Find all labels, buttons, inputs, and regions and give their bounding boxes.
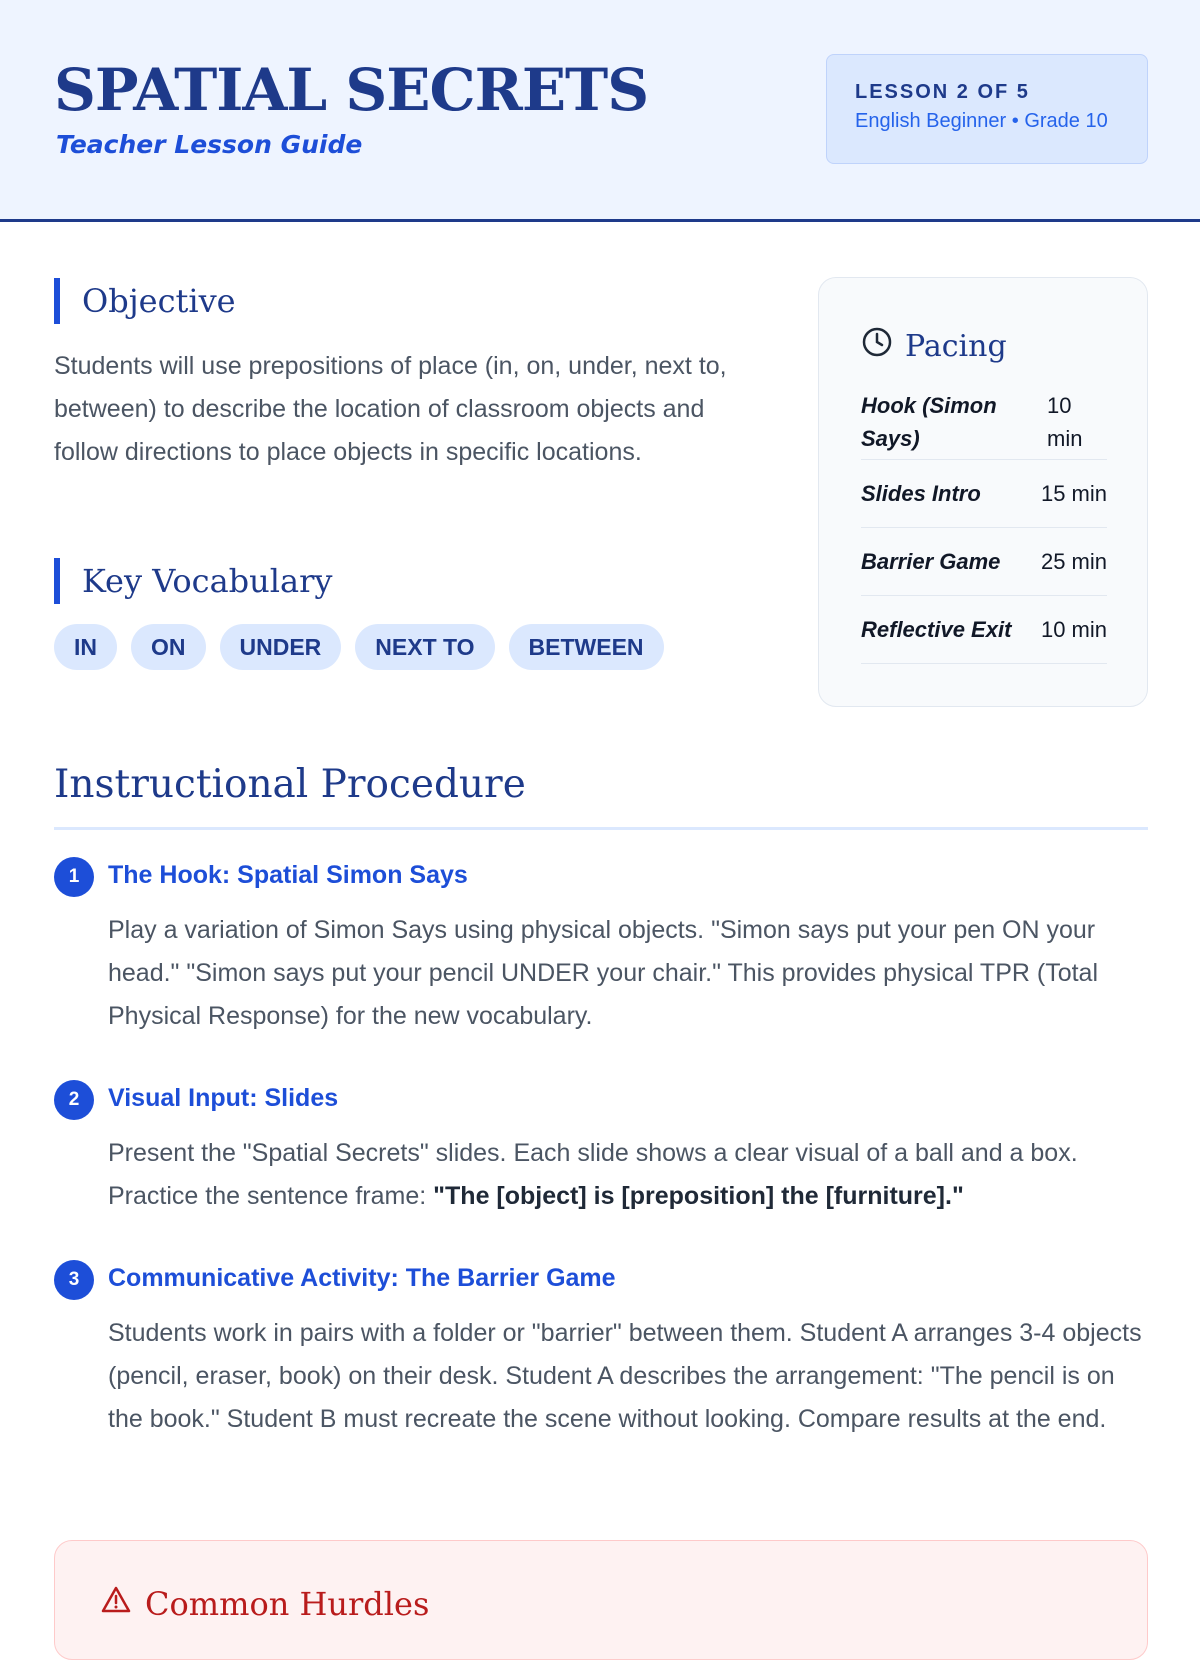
page-title: SPATIAL SECRETS [54, 56, 649, 124]
pacing-activity: Slides Intro [861, 480, 981, 506]
pacing-row [861, 384, 1107, 460]
vocab-pill: BETWEEN [509, 624, 664, 670]
vocab-pill: UNDER [220, 624, 342, 670]
step-number-badge: 3 [54, 1260, 94, 1300]
vocabulary-heading: Key Vocabulary [54, 558, 332, 604]
procedure-divider [54, 827, 1148, 830]
step-number-badge: 1 [54, 857, 94, 897]
pacing-row [861, 460, 1107, 528]
pacing-title: Pacing [905, 328, 1007, 364]
lesson-level: English Beginner • Grade 10 [855, 110, 1108, 132]
step-title: The Hook: Spatial Simon Says [108, 861, 468, 889]
hurdles-title: Common Hurdles [145, 1585, 430, 1623]
procedure-heading: Instructional Procedure [54, 762, 526, 807]
vocab-pill: NEXT TO [355, 624, 494, 670]
pacing-activity: Hook (Simon Says) [861, 392, 997, 451]
pacing-activity: Reflective Exit [861, 616, 1012, 642]
pacing-row [861, 596, 1107, 664]
lesson-badge [826, 54, 1148, 164]
pacing-time: 15 min [1040, 480, 1107, 506]
vocab-pill: ON [131, 624, 206, 670]
step-number-badge: 2 [54, 1080, 94, 1120]
objective-text: Students will use prepositions of place (in, on, under, next to, between) to describe the location of classroom objects and follow directions to place objects in specific locations. [54, 352, 727, 466]
hurdles-heading [101, 1585, 429, 1623]
vocab-pill: IN [54, 624, 117, 670]
warning-icon [101, 1585, 131, 1623]
page-subtitle: Teacher Lesson Guide [56, 130, 363, 159]
pacing-card [818, 277, 1148, 707]
pacing-activity: Barrier Game [861, 548, 1001, 574]
step-body-text: Present the "Spatial Secrets" slides. Each slide shows a clear visual of a ball and a box. Practice the sentence frame: [108, 1139, 1078, 1210]
pacing-heading [861, 326, 1007, 366]
pacing-row [861, 528, 1107, 596]
clock-icon [861, 326, 893, 366]
vocabulary-list [54, 624, 664, 670]
step-body: Students work in pairs with a folder or "barrier" between them. Student A arranges 3-4 objects (pencil, eraser, book) on their desk. Student A describes the arrangement: "The pencil is on the book." Student B must recreate the scene without looking. Compare results at the end. [108, 1319, 1142, 1433]
step-title: Visual Input: Slides [108, 1084, 339, 1112]
step-title: Communicative Activity: The Barrier Game [108, 1264, 616, 1292]
hurdles-callout [54, 1540, 1148, 1660]
step-body: Play a variation of Simon Says using physical objects. "Simon says put your pen ON your head." "Simon says put your pencil UNDER your chair." This provides physical TPR (Total Physical Response) for the new vocabulary. [108, 916, 1099, 1030]
pacing-time: 10 min [1047, 392, 1083, 451]
sentence-frame: "The [object] is [preposition] the [furniture]." [433, 1182, 964, 1210]
objective-heading: Objective [54, 278, 236, 324]
pacing-time: 25 min [1040, 548, 1107, 574]
pacing-time: 10 min [1040, 616, 1107, 642]
lesson-number: LESSON 2 OF 5 [855, 81, 1030, 103]
page-header [0, 0, 1200, 222]
step-body [108, 1132, 1148, 1218]
